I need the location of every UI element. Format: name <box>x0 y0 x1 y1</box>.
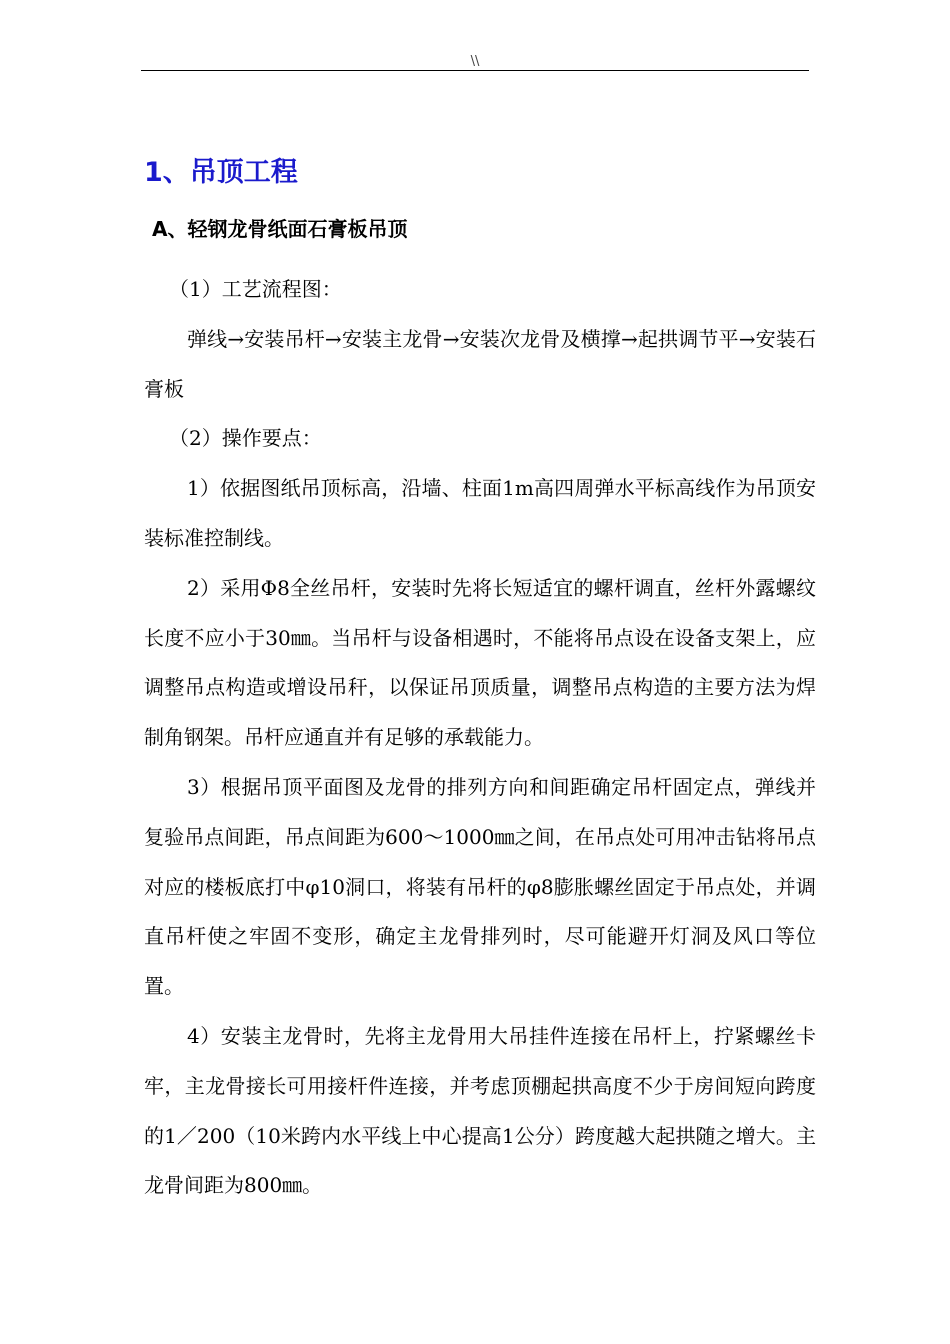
paragraph-point-4: 4）安装主龙骨时，先将主龙骨用大吊挂件连接在吊杆上，拧紧螺丝卡牢，主龙骨接长可用接杆件连接，并考虑顶棚起拱高度不少于房间短向跨度的1／200（10米跨内水平线上中心提高1公分）跨度越大起拱随之增大。主龙骨间距为800㎜。 <box>144 1023 816 1198</box>
subsection-title: A、轻钢龙骨纸面石膏板吊顶 <box>152 217 408 241</box>
paragraph-process-flow: 弹线→安装吊杆→安装主龙骨→安装次龙骨及横撑→起拱调节平→安装石膏板 <box>144 326 816 401</box>
section-title: 1、吊顶工程 <box>144 157 298 188</box>
document-body <box>144 148 816 1211</box>
paragraph-process-heading: （1）工艺流程图： <box>169 277 342 301</box>
page-header-mark: \\ <box>470 54 480 69</box>
paragraph-point-1: 1）依据图纸吊顶标高，沿墙、柱面1m高四周弹水平标高线作为吊顶安装标准控制线。 <box>144 476 816 550</box>
paragraph-point-3: 3）根据吊顶平面图及龙骨的排列方向和间距确定吊杆固定点，弹线并复验吊点间距，吊点间距为600～1000㎜之间，在吊点处可用冲击钻将吊点对应的楼板底打中φ10洞口，将装有吊杆的φ8膨胀螺丝固定于吊点处，并调直吊杆使之牢固不变形，确定主龙骨排列时，尽可能避开灯洞及风口等位置。 <box>144 774 816 999</box>
paragraph-point-2: 2）采用Φ8全丝吊杆，安装时先将长短适宜的螺杆调直，丝杆外露螺纹长度不应小于30㎜。当吊杆与设备相遇时，不能将吊点设在设备支架上，应调整吊点构造或增设吊秆，以保证吊顶质量，调整吊点构造的主要方法为焊制角钢架。吊杆应通直并有足够的承载能力。 <box>144 575 816 750</box>
header-rule <box>141 70 809 71</box>
paragraph-key-points-heading: （2）操作要点： <box>169 426 322 451</box>
